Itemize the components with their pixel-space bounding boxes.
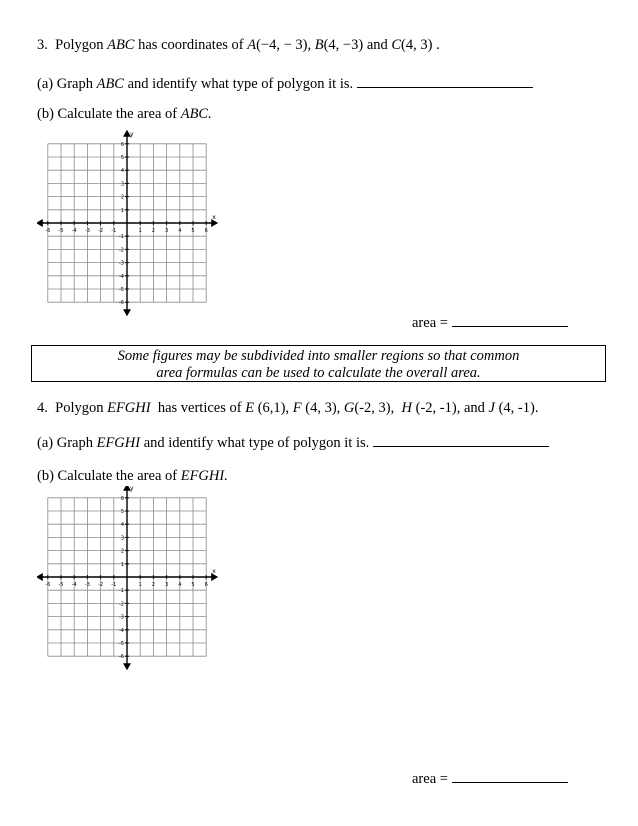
y-tick-label: 5 [120, 155, 124, 161]
x-tick-label: -6 [45, 228, 51, 234]
x-tick-label: 6 [204, 582, 208, 588]
problem3-part-a: (a) Graph ABC and identify what type of polygon it is. [37, 75, 533, 93]
x-tick-label: -2 [98, 582, 104, 588]
x-tick-label: 1 [138, 582, 142, 588]
y-tick-label: 4 [120, 168, 124, 175]
problem3-polygon-name: ABC [107, 37, 135, 53]
problem4-number: 4. [37, 400, 48, 416]
coordinate-grid[interactable] [37, 130, 227, 320]
x-axis-label: x [212, 568, 216, 575]
x-tick-label: -4 [71, 228, 77, 234]
y-tick-label: -3 [119, 614, 124, 621]
x-tick-label: -5 [58, 228, 64, 234]
y-tick-label: -2 [119, 601, 124, 608]
x-tick-label: 2 [151, 228, 155, 234]
x-tick-label: -2 [98, 228, 104, 234]
y-tick-label: 4 [120, 522, 124, 529]
x-axis-arrow-left [37, 219, 43, 227]
problem3-statement: 3. Polygon ABC has coordinates of A(−4, − 3), B(4, −3) and C(4, 3) . [37, 37, 440, 53]
y-tick-label: 3 [120, 535, 124, 542]
y-tick-label: 1 [120, 207, 124, 214]
x-tick-label: 2 [151, 582, 155, 588]
y-tick-label: 1 [120, 561, 124, 568]
x-tick-label: 3 [165, 228, 169, 234]
x-tick-label: 6 [204, 228, 208, 234]
y-tick-label: 6 [120, 141, 124, 148]
y-tick-label: -3 [119, 260, 124, 267]
problem3-area-line: area = [412, 314, 568, 332]
x-tick-label: -3 [84, 582, 90, 588]
problem4-area-line: area = [412, 770, 568, 788]
x-axis-label: x [212, 214, 216, 221]
y-axis-label: y [130, 486, 134, 492]
x-tick-label: -3 [84, 228, 90, 234]
y-tick-label: 5 [120, 509, 124, 515]
area-answer-blank[interactable] [452, 770, 568, 783]
x-tick-label: -1 [111, 228, 117, 234]
problem4-statement: 4. Polygon EFGHI has vertices of E (6,1), F (4, 3), G(-2, 3), H (-2, -1), and J (4, -1). [37, 400, 539, 416]
y-tick-label: -4 [119, 627, 124, 634]
y-tick-label: -6 [119, 654, 124, 661]
problem4-polygon-name: EFGHI [107, 400, 151, 416]
hint-line-2: area formulas can be used to calculate the overall area. [156, 365, 481, 381]
problem3-part-b: (b) Calculate the area of ABC. [37, 106, 212, 122]
y-axis-arrow-down [123, 309, 131, 316]
y-tick-label: -2 [119, 247, 124, 254]
y-tick-label: -4 [119, 273, 124, 280]
y-tick-label: 3 [120, 181, 124, 188]
hint-box [31, 345, 606, 382]
problem4-part-a: (a) Graph EFGHI and identify what type of polygon it is. [37, 434, 549, 452]
x-tick-label: 3 [165, 582, 169, 588]
area-answer-blank[interactable] [452, 314, 568, 327]
y-tick-label: -1 [119, 588, 124, 595]
x-tick-label: -1 [111, 582, 117, 588]
y-tick-label: 2 [120, 194, 124, 201]
polygon-type-answer-blank[interactable] [373, 434, 549, 447]
y-tick-label: -5 [119, 641, 124, 647]
problem3-number: 3. [37, 37, 48, 53]
x-tick-label: 5 [191, 582, 195, 588]
x-tick-label: 5 [191, 228, 195, 234]
y-axis-label: y [130, 130, 134, 138]
x-tick-label: 4 [178, 582, 182, 588]
y-tick-label: 6 [120, 495, 124, 502]
y-tick-label: -5 [119, 287, 124, 293]
y-tick-label: 2 [120, 548, 124, 555]
x-tick-label: -5 [58, 582, 64, 588]
x-tick-label: 1 [138, 228, 142, 234]
y-tick-label: -6 [119, 300, 124, 307]
problem4-part-b: (b) Calculate the area of EFGHI. [37, 468, 228, 484]
x-tick-label: 4 [178, 228, 182, 234]
y-axis-arrow-down [123, 663, 131, 670]
polygon-type-answer-blank[interactable] [357, 75, 533, 88]
x-tick-label: -6 [45, 582, 51, 588]
y-tick-label: -1 [119, 234, 124, 241]
x-axis-arrow-left [37, 573, 43, 581]
x-tick-label: -4 [71, 582, 77, 588]
hint-line-1: Some figures may be subdivided into smaller regions so that common [117, 348, 520, 364]
coordinate-grid[interactable] [37, 486, 227, 672]
